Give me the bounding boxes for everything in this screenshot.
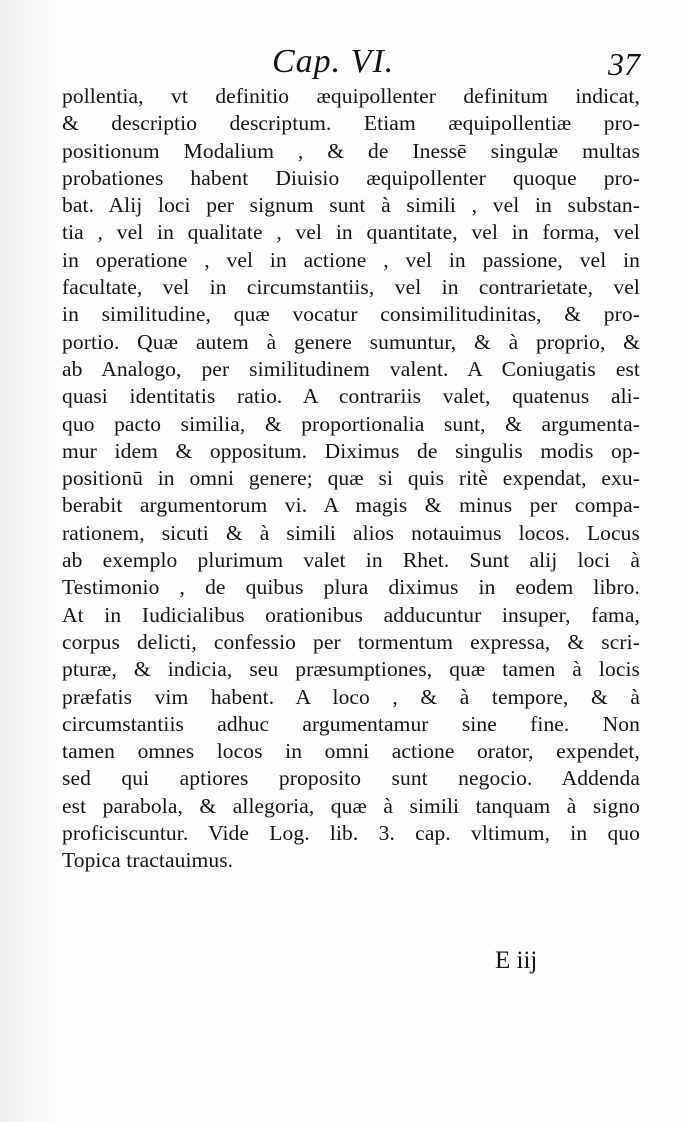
text-line: positionum Modalium , & de Inessē singulæ multas — [62, 138, 640, 163]
text-line: tia , vel in qualitate , vel in quantitate, vel in forma, vel — [62, 220, 640, 245]
text-line: quasi identitatis ratio. A contrariis valet, quatenus ali- — [62, 384, 640, 409]
text-line: mur idem & oppositum. Diximus de singulis modis op- — [62, 438, 640, 463]
text-line: præfatis vim habent. A loco , & à tempore, & à — [62, 684, 640, 709]
text-line: rationem, sicuti & à simili alios notauimus locos. Locus — [62, 520, 640, 545]
text-line: berabit argumentorum vi. A magis & minus per compa- — [62, 493, 640, 518]
text-line: & descriptio descriptum. Etiam æquipollentiæ pro- — [62, 111, 640, 136]
text-line: portio. Quæ autem à genere sumuntur, & à proprio, & — [62, 329, 640, 354]
text-line: corpus delicti, confessio per tormentum expressa, & scri- — [62, 629, 640, 654]
text-line: sed qui aptiores proposito sunt negocio. Addenda — [62, 766, 640, 791]
signature-mark: E iij — [495, 947, 538, 974]
text-line: ab Analogo, per similitudinem valent. A Coniugatis est — [62, 356, 640, 381]
text-line: Topica tractauimus. — [62, 848, 234, 873]
text-line: pollentia, vt definitio æquipollenter definitum indicat, — [62, 84, 640, 108]
text-line: ab exemplo plurimum valet in Rhet. Sunt alij loci à — [62, 548, 640, 573]
body-text — [62, 83, 640, 875]
text-line: pturæ, & indicia, seu præsumptiones, quæ tamen à locis — [62, 657, 640, 682]
page-number: 37 — [608, 46, 640, 82]
text-line: est parabola, & allegoria, quæ à simili tanquam à signo — [62, 793, 640, 818]
chapter-heading: Cap. VI. — [272, 43, 395, 80]
text-line: quo pacto similia, & proportionalia sunt, & argumenta- — [62, 411, 640, 436]
text-line: proficiscuntur. Vide Log. lib. 3. cap. vltimum, in quo — [62, 821, 640, 846]
gutter-shadow — [0, 0, 56, 1122]
text-line: facultate, vel in circumstantiis, vel in contrarietate, vel — [62, 275, 640, 300]
text-line: positionū in omni genere; quæ si quis ritè expendat, exu- — [62, 466, 640, 491]
text-line: probationes habent Diuisio æquipollenter quoque pro- — [62, 165, 640, 190]
text-line: At in Iudicialibus orationibus adducuntur insuper, fama, — [62, 602, 640, 627]
running-head — [60, 38, 640, 88]
text-line: Testimonio , de quibus plura diximus in eodem libro. — [62, 575, 640, 600]
text-line: in operatione , vel in actione , vel in passione, vel in — [62, 247, 640, 272]
text-line: in similitudine, quæ vocatur consimilitudinitas, & pro- — [62, 302, 640, 327]
text-line: circumstantiis adhuc argumentamur sine fine. Non — [62, 711, 640, 736]
text-line: bat. Alij loci per signum sunt à simili , vel in substan- — [62, 193, 640, 218]
text-line: tamen omnes locos in omni actione orator, expendet, — [62, 739, 640, 764]
